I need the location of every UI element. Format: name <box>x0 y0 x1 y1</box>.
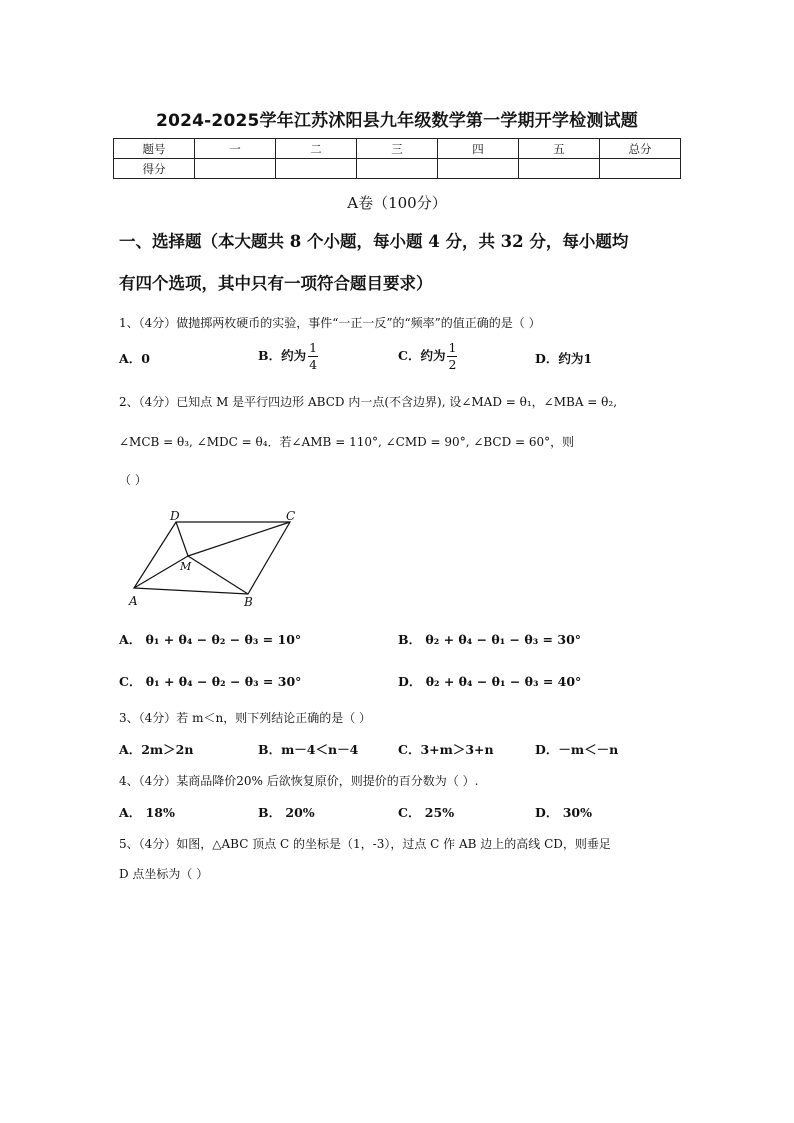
score-cell <box>600 159 681 179</box>
q1-b-numerator: 1 <box>309 340 318 355</box>
segment-cm <box>188 522 290 556</box>
q1-c-denominator: 2 <box>448 357 457 372</box>
q2-option-c: C． θ₁ + θ₄ − θ₂ − θ₃ = 30° <box>119 674 302 689</box>
score-header-cell: 一 <box>195 139 276 159</box>
score-cell <box>438 159 519 179</box>
part1-heading-line2: 有四个选项，其中只有一项符合题目要求） <box>119 274 433 293</box>
q1-option-b-prefix: B．约为 <box>258 348 307 363</box>
exam-title: 2024-2025学年江苏沭阳县九年级数学第一学期开学检测试题 <box>156 111 638 131</box>
segment-dm <box>176 522 188 556</box>
q3-stem: 3、（4分）若 m＜n，则下列结论正确的是（ ） <box>119 711 372 725</box>
q3-option-a: A．2m＞2n <box>119 742 194 757</box>
score-table-header-row <box>114 139 681 159</box>
score-cell <box>357 159 438 179</box>
q5-stem-line1: 5、（4分）如图，△ABC 顶点 C 的坐标是（1，-3），过点 C 作 AB 边上的高线 CD，则垂足 <box>119 837 611 851</box>
q1-b-denominator: 4 <box>309 357 318 372</box>
q1-c-numerator: 1 <box>448 340 457 355</box>
q2-option-a: A． θ₁ + θ₄ − θ₂ − θ₃ = 10° <box>119 632 302 647</box>
q2-stem-line2: ∠MCB = θ₃, ∠MDC = θ₄．若∠AMB = 110°, ∠CMD = 90°, ∠BCD = 60°，则 <box>119 435 575 449</box>
parallelogram-abcd <box>134 522 290 594</box>
score-cell <box>276 159 357 179</box>
q1-option-c-prefix: C．约为 <box>398 348 446 363</box>
q4-option-b: B． 20% <box>258 805 315 820</box>
part1-heading-line1: 一、选择题（本大题共 8 个小题，每小题 4 分，共 32 分，每小题均 <box>119 232 629 251</box>
q2-stem-line1: 2、（4分）已知点 M 是平行四边形 ABCD 内一点(不含边界), 设∠MAD = θ₁，∠MBA = θ₂, <box>119 395 618 409</box>
score-header-cell: 四 <box>438 139 519 159</box>
q4-option-a: A． 18% <box>119 805 175 820</box>
q3-option-c: C．3+m＞3+n <box>398 742 494 757</box>
q4-option-d: D． 30% <box>535 805 592 820</box>
q1-option-b <box>258 340 318 373</box>
q1-stem: 1、（4分）做抛掷两枚硬币的实验，事件“一正一反”的“频率”的值正确的是（ ） <box>119 316 541 330</box>
score-header-cell: 五 <box>519 139 600 159</box>
q2-stem-line3: （ ） <box>119 473 147 487</box>
q2-option-d: D． θ₂ + θ₄ − θ₁ − θ₃ = 40° <box>398 674 582 689</box>
q1-option-a: A．0 <box>119 351 150 366</box>
q3-option-b: B．m－4＜n－4 <box>258 742 359 757</box>
score-table-score-row <box>114 159 681 179</box>
q1-option-c-fraction <box>447 340 457 373</box>
q4-stem: 4、（4分）某商品降价20% 后欲恢复原价，则提价的百分数为（ ）. <box>119 774 479 788</box>
score-row-label: 得分 <box>114 159 195 179</box>
score-header-cell: 题号 <box>114 139 195 159</box>
section-a-heading: A卷（100分） <box>347 194 447 212</box>
q3-option-d: D．－m＜－n <box>535 742 619 757</box>
score-header-cell: 二 <box>276 139 357 159</box>
score-table <box>113 138 681 179</box>
score-header-cell: 三 <box>357 139 438 159</box>
score-cell <box>519 159 600 179</box>
q5-stem-line2: D 点坐标为（ ） <box>119 867 209 881</box>
label-m: M <box>180 560 192 573</box>
q4-option-c: C． 25% <box>398 805 455 820</box>
q1-option-d: D．约为1 <box>535 351 593 366</box>
label-b: B <box>244 595 253 609</box>
score-header-cell: 总分 <box>600 139 681 159</box>
label-a: A <box>129 594 138 608</box>
q1-option-b-fraction <box>308 340 318 373</box>
parallelogram-figure <box>126 506 301 610</box>
label-d: D <box>170 509 180 523</box>
q2-option-b: B． θ₂ + θ₄ − θ₁ − θ₃ = 30° <box>398 632 582 647</box>
q1-option-c <box>398 340 457 373</box>
segment-bm <box>188 556 248 594</box>
label-c: C <box>286 509 296 523</box>
score-cell <box>195 159 276 179</box>
